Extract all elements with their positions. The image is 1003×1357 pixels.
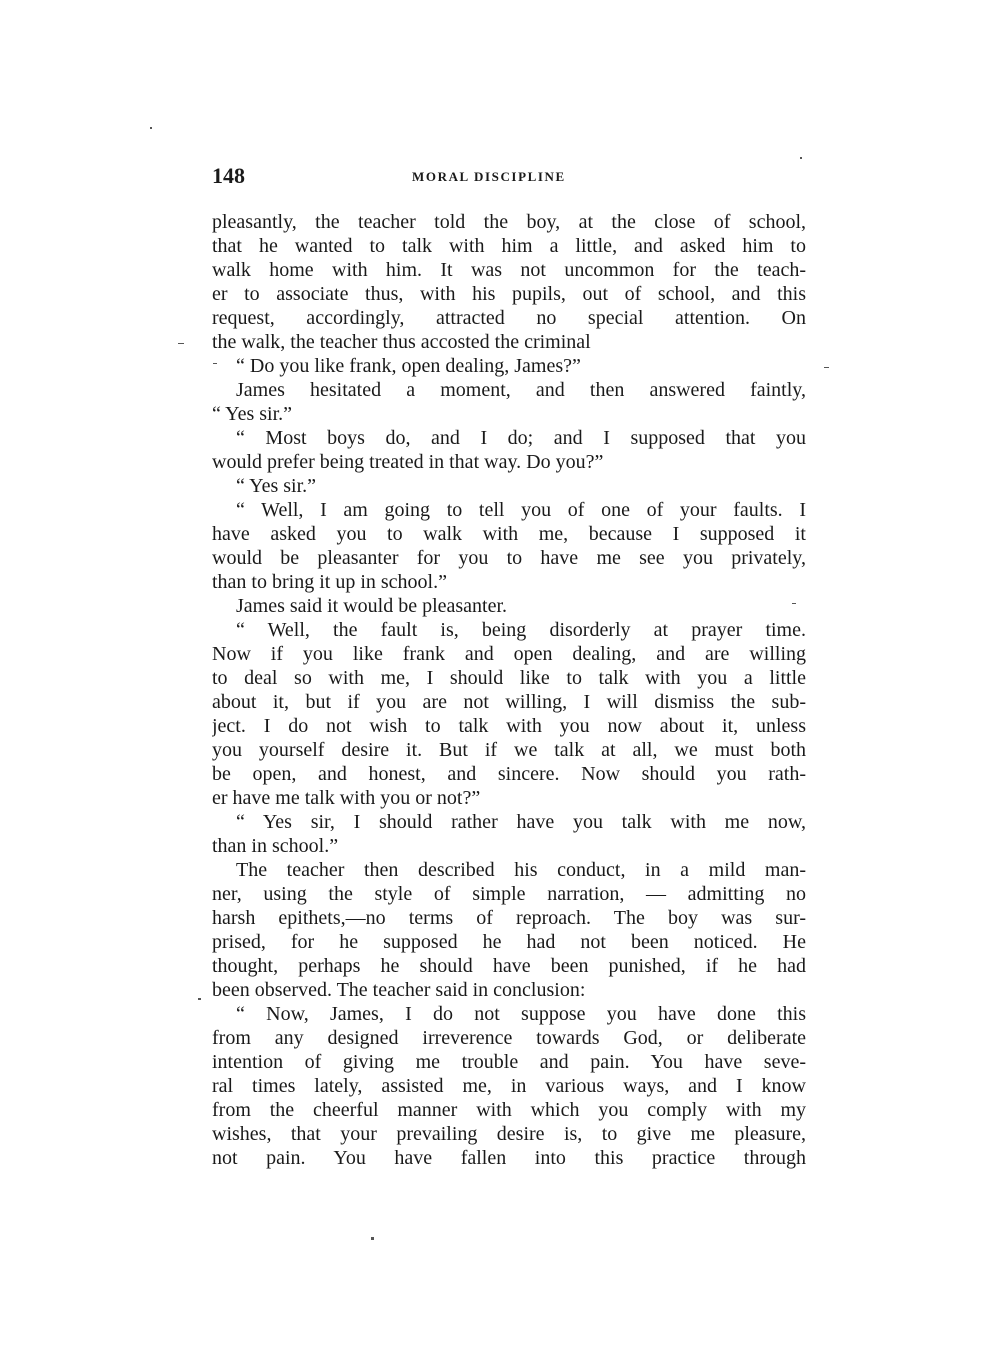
running-head bbox=[212, 163, 608, 193]
text-line: “ Do you like frank, open dealing, James?” bbox=[236, 355, 581, 377]
scan-speck bbox=[824, 367, 829, 368]
text-line: pleasantly, the teacher told the boy, at the close of school, bbox=[212, 211, 806, 233]
text-line: prised, for he supposed he had not been noticed. He bbox=[212, 931, 806, 953]
text-line: ject. I do not wish to talk with you now about it, unless bbox=[212, 715, 806, 737]
text-line: “ Yes sir, I should rather have you talk with me now, bbox=[236, 811, 806, 833]
text-line: been observed. The teacher said in conclusion: bbox=[212, 979, 586, 1001]
text-line: have asked you to walk with me, because I supposed it bbox=[212, 523, 806, 545]
text-line: thought, perhaps he should have been punished, if he had bbox=[212, 955, 806, 977]
text-line: that he wanted to talk with him a little, and asked him to bbox=[212, 235, 806, 257]
text-line: ner, using the style of simple narration, — admitting no bbox=[212, 883, 806, 905]
text-line: than to bring it up in school.” bbox=[212, 571, 447, 593]
text-line: er have me talk with you or not?” bbox=[212, 787, 481, 809]
scan-speck bbox=[792, 603, 796, 604]
text-line: The teacher then described his conduct, in a mild man- bbox=[236, 859, 806, 881]
text-line: James said it would be pleasanter. bbox=[236, 595, 508, 617]
text-line: than in school.” bbox=[212, 835, 339, 857]
text-line: “ Yes sir.” bbox=[236, 475, 317, 497]
scan-speck bbox=[198, 998, 201, 1000]
text-line: walk home with him. It was not uncommon for the teach- bbox=[212, 259, 806, 281]
body-text bbox=[212, 210, 806, 1170]
text-line: be open, and honest, and sincere. Now should you rath- bbox=[212, 763, 806, 785]
text-line: would be pleasanter for you to have me see you privately, bbox=[212, 547, 806, 569]
text-line: er to associate thus, with his pupils, out of school, and this bbox=[212, 283, 806, 305]
text-line: ral times lately, assisted me, in various ways, and I know bbox=[212, 1075, 806, 1097]
text-line: you yourself desire it. But if we talk at all, we must both bbox=[212, 739, 806, 761]
text-line: from any designed irreverence towards God, or deliberate bbox=[212, 1027, 806, 1049]
text-line: would prefer being treated in that way. Do you?” bbox=[212, 451, 604, 473]
page-number: 148 bbox=[212, 163, 245, 188]
running-title: MORAL DISCIPLINE bbox=[412, 169, 566, 184]
scan-speck bbox=[371, 1237, 374, 1240]
text-line: wishes, that your prevailing desire is, to give me pleasure, bbox=[212, 1123, 806, 1145]
text-line: to deal so with me, I should like to talk with you a little bbox=[212, 667, 806, 689]
text-line: “ Now, James, I do not suppose you have done this bbox=[236, 1003, 806, 1025]
text-line: not pain. You have fallen into this practice through bbox=[212, 1147, 806, 1169]
text-line: intention of giving me trouble and pain. You have seve- bbox=[212, 1051, 806, 1073]
text-line: Now if you like frank and open dealing, and are willing bbox=[212, 643, 806, 665]
text-line: James hesitated a moment, and then answered faintly, bbox=[236, 379, 806, 401]
text-line: about it, but if you are not willing, I will dismiss the sub- bbox=[212, 691, 806, 713]
text-line: request, accordingly, attracted no special attention. On bbox=[212, 307, 806, 329]
text-line: harsh epithets,—no terms of reproach. The boy was sur- bbox=[212, 907, 806, 929]
text-line: the walk, the teacher thus accosted the criminal bbox=[212, 331, 591, 353]
text-line: “ Well, the fault is, being disorderly at prayer time. bbox=[236, 619, 806, 641]
text-line: “ Well, I am going to tell you of one of your faults. I bbox=[236, 499, 806, 521]
scan-speck bbox=[800, 157, 802, 159]
text-line: from the cheerful manner with which you comply with my bbox=[212, 1099, 806, 1121]
scan-speck bbox=[150, 127, 152, 129]
scan-speck bbox=[178, 343, 184, 344]
text-line: “ Most boys do, and I do; and I supposed that you bbox=[236, 427, 806, 449]
text-line: “ Yes sir.” bbox=[212, 403, 293, 425]
scan-speck bbox=[213, 363, 217, 364]
